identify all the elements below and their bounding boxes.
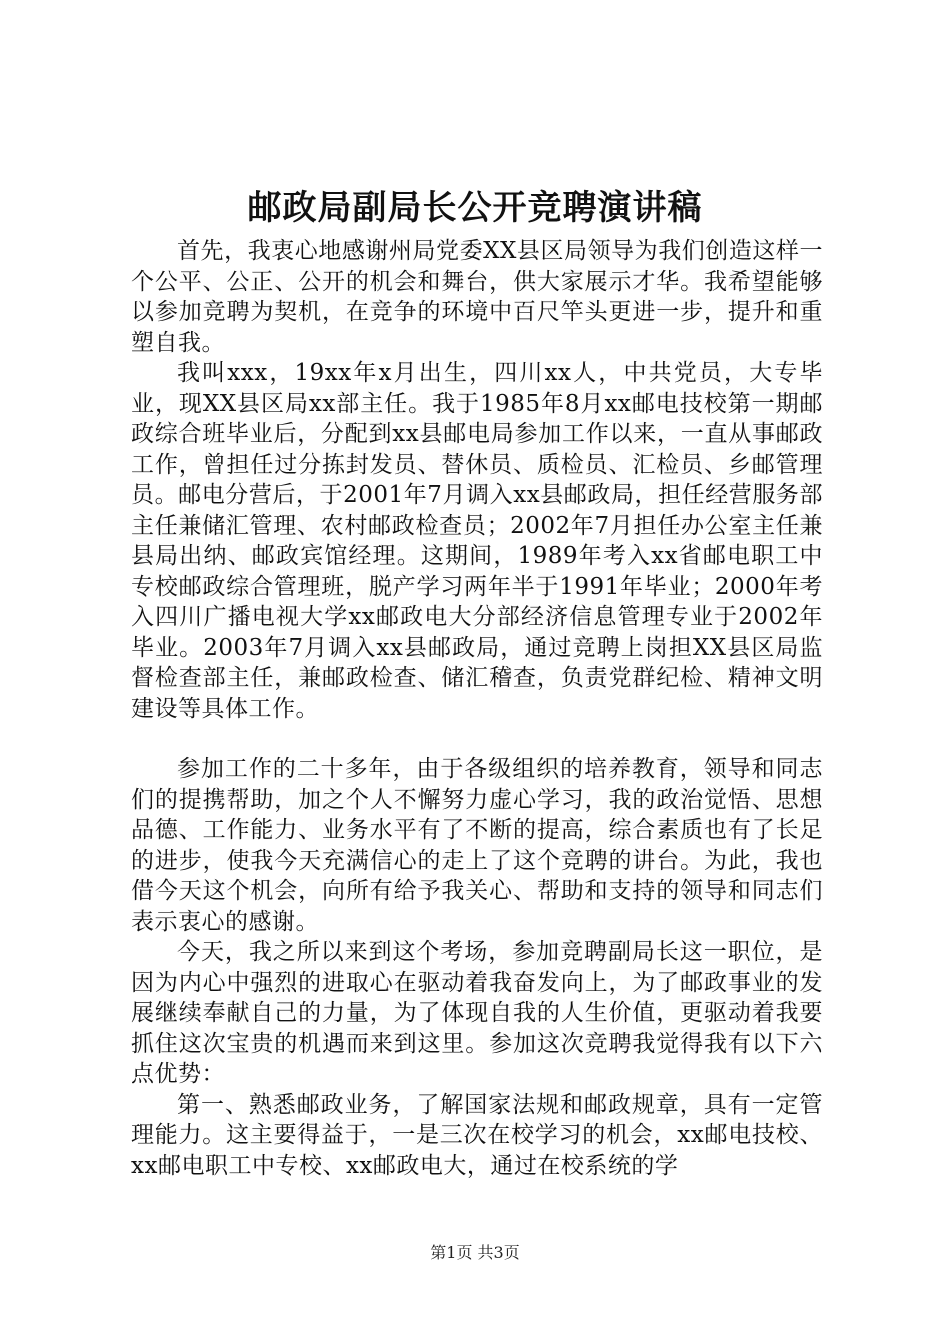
document-body (131, 236, 823, 1181)
paragraph-4: 今天，我之所以来到这个考场，参加竞聘副局长这一职位，是因为内心中强烈的进取心在驱动着我奋发向上，为了邮政事业的发展继续奉献自己的力量，为了体现自我的人生价值，更驱动着我要抓住这次宝贵的机遇而来到这里。参加这次竞聘我觉得我有以下六点优势： (131, 939, 823, 1087)
paragraph-5: 第一、熟悉邮政业务，了解国家法规和邮政规章，具有一定管理能力。这主要得益于，一是三次在校学习的机会，xx邮电技校、xx邮电职工中专校、xx邮政电大，通过在校系统的学 (131, 1091, 823, 1179)
page-footer: 第1页 共3页 (430, 1243, 520, 1262)
paragraph-2: 我叫xxx，19xx年x月出生，四川xx人，中共党员，大专毕业，现XX县区局xx部主任。我于1985年8月xx邮电技校第一期邮政综合班毕业后，分配到xx县邮电局参加工作以来，一直从事邮政工作，曾担任过分拣封发员、替休员、质检员、汇检员、乡邮管理员。邮电分营后，于2001年7月调入xx县邮政局，担任经营服务部主任兼储汇管理、农村邮政检查员；2002年7月担任办公室主任兼县局出纳、邮政宾馆经理。这期间，1989年考入xx省邮电职工中专校邮政综合管理班，脱产学习两年半于1991年毕业；2000年考入四川广播电视大学xx邮政电大分部经济信息管理专业于2002年毕业。2003年7月调入xx县邮政局，通过竞聘上岗担XX县区局监督检查部主任，兼邮政检查、储汇稽查，负责党群纪检、精神文明建设等具体工作。 (131, 360, 823, 722)
document-title: 邮政局副局长公开竞聘演讲稿 (247, 188, 703, 228)
paragraph-1: 首先，我衷心地感谢州局党委XX县区局领导为我们创造这样一个公平、公正、公开的机会和舞台，供大家展示才华。我希望能够以参加竞聘为契机，在竞争的环境中百尺竿头更进一步，提升和重塑自我。 (131, 238, 823, 356)
paragraph-3: 参加工作的二十多年，由于各级组织的培养教育，领导和同志们的提携帮助，加之个人不懈努力虚心学习，我的政治觉悟、思想品德、工作能力、业务水平有了不断的提高，综合素质也有了长足的进步，使我今天充满信心的走上了这个竞聘的讲台。为此，我也借今天这个机会，向所有给予我关心、帮助和支持的领导和同志们表示衷心的感谢。 (131, 756, 823, 935)
